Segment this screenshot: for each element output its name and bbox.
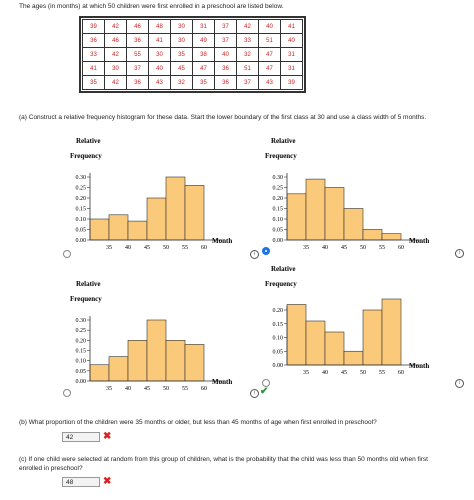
histogram-bar [90, 219, 109, 240]
ages-data-table [82, 19, 303, 90]
table-cell: 40 [259, 20, 281, 34]
table-cell: 39 [281, 76, 303, 90]
histogram-bar [363, 230, 382, 241]
y-tick-label: 0.15 [272, 321, 283, 328]
table-cell: 47 [259, 48, 281, 62]
table-row [83, 76, 303, 90]
histogram-bar [185, 185, 204, 240]
x-tick-label: 45 [341, 370, 347, 376]
x-tick-label: 45 [144, 386, 150, 392]
x-tick-label: 35 [303, 245, 309, 250]
table-row [83, 48, 303, 62]
table-cell: 42 [237, 20, 259, 34]
x-tick-label: 60 [398, 245, 404, 250]
y-tick-label: 0.05 [75, 368, 86, 375]
table-cell: 42 [105, 20, 127, 34]
incorrect-icon: ✖ [103, 476, 112, 487]
y-axis-label: Relative [76, 280, 101, 288]
table-cell: 41 [281, 20, 303, 34]
table-cell: 30 [149, 48, 171, 62]
histogram-option-4 [255, 265, 450, 385]
table-cell: 40 [149, 62, 171, 76]
x-tick-label: 45 [341, 245, 347, 250]
table-cell: 35 [193, 76, 215, 90]
table-cell: 40 [281, 34, 303, 48]
y-tick-label: 0.15 [272, 206, 283, 213]
table-cell: 43 [149, 76, 171, 90]
histogram-bar [166, 340, 185, 381]
table-cell: 35 [83, 76, 105, 90]
histogram-bar [363, 310, 382, 365]
intro-text: The ages (in months) at which 50 children were first enrolled in a preschool are listed below. [19, 3, 284, 10]
y-axis-label: Frequency [265, 152, 297, 160]
table-cell: 41 [83, 62, 105, 76]
table-cell: 46 [105, 34, 127, 48]
table-cell: 47 [193, 62, 215, 76]
x-tick-label: 55 [379, 245, 385, 250]
histogram-bar [344, 209, 363, 241]
y-tick-label: 0.25 [75, 185, 86, 192]
table-cell: 48 [149, 20, 171, 34]
histogram-bar [382, 234, 401, 240]
y-tick-label: 0.00 [75, 379, 86, 385]
y-tick-label: 0.25 [272, 185, 283, 192]
histogram-bar [306, 321, 325, 365]
histogram-bar [287, 194, 306, 240]
histogram-bar [166, 177, 185, 240]
x-tick-label: 60 [201, 386, 207, 392]
x-tick-label: 35 [303, 370, 309, 376]
table-cell: 31 [281, 62, 303, 76]
y-tick-label: 0.10 [75, 217, 86, 223]
table-cell: 31 [193, 20, 215, 34]
radio-option-1[interactable] [63, 250, 71, 258]
histogram-bar [344, 351, 363, 365]
table-cell: 51 [259, 34, 281, 48]
info-icon[interactable]: i [455, 379, 464, 388]
histogram-bar [382, 299, 401, 365]
x-axis-label: Month [409, 362, 430, 370]
radio-option-3[interactable] [63, 389, 71, 397]
x-axis-label: Month [409, 237, 430, 245]
y-axis-label: Frequency [265, 280, 297, 288]
table-cell: 37 [127, 62, 149, 76]
y-tick-label: 0.10 [272, 217, 283, 223]
table-cell: 36 [215, 62, 237, 76]
x-tick-label: 35 [106, 245, 112, 250]
table-cell: 36 [127, 34, 149, 48]
table-cell: 39 [83, 20, 105, 34]
x-tick-label: 40 [125, 386, 131, 392]
table-cell: 45 [171, 62, 193, 76]
table-row [83, 34, 303, 48]
y-tick-label: 0.00 [272, 238, 283, 244]
info-icon[interactable]: i [250, 389, 259, 398]
y-axis-label: Relative [76, 137, 101, 145]
histogram-bar [147, 198, 166, 240]
table-cell: 55 [127, 48, 149, 62]
x-tick-label: 35 [106, 386, 112, 392]
table-cell: 36 [215, 76, 237, 90]
x-tick-label: 60 [201, 245, 207, 250]
answer-b-input[interactable]: 42 [62, 432, 100, 442]
table-cell: 36 [83, 34, 105, 48]
histogram-option-2 [255, 135, 450, 250]
incorrect-icon: ✖ [103, 431, 112, 442]
table-cell: 30 [171, 34, 193, 48]
x-tick-label: 55 [182, 245, 188, 250]
y-tick-label: 0.00 [272, 363, 283, 369]
y-tick-label: 0.30 [272, 175, 283, 181]
question-c: (c) If one child were selected at random from this group of children, what is the probability that the child was less than 50 months old when first enrolled in preschool? [19, 456, 428, 472]
x-tick-label: 60 [398, 370, 404, 376]
checkmark-icon: ✔ [260, 386, 269, 397]
table-cell: 46 [127, 20, 149, 34]
x-tick-label: 45 [144, 245, 150, 250]
y-tick-label: 0.15 [75, 348, 86, 355]
histogram-bar [90, 365, 109, 381]
answer-c-input[interactable]: 48 [62, 477, 100, 487]
table-cell: 36 [127, 76, 149, 90]
histogram-bar [325, 332, 344, 365]
y-tick-label: 0.05 [272, 349, 283, 356]
table-cell: 30 [105, 62, 127, 76]
table-cell: 33 [237, 34, 259, 48]
y-axis-label: Relative [271, 265, 296, 273]
x-tick-label: 40 [322, 245, 328, 250]
histogram-option-3 [60, 275, 250, 395]
question-b: (b) What proportion of the children were 35 months or older, but less than 45 months of age when first enrolled in preschool? [19, 419, 377, 426]
table-row [83, 62, 303, 76]
table-cell: 32 [171, 76, 193, 90]
histogram-bar [109, 215, 128, 240]
table-cell: 30 [171, 20, 193, 34]
y-tick-label: 0.10 [75, 358, 86, 365]
x-axis-label: Month [212, 237, 233, 245]
histogram-bar [306, 179, 325, 240]
histogram-bar [325, 188, 344, 241]
x-tick-label: 55 [379, 370, 385, 376]
y-tick-label: 0.20 [272, 196, 283, 202]
histogram-bar [185, 344, 204, 381]
table-cell: 38 [193, 48, 215, 62]
x-tick-label: 50 [163, 245, 169, 250]
table-cell: 37 [237, 76, 259, 90]
y-tick-label: 0.20 [75, 196, 86, 202]
info-icon[interactable]: i [455, 249, 464, 258]
table-cell: 33 [83, 48, 105, 62]
question-a: (a) Construct a relative frequency histogram for these data. Start the lower boundary of the first class at 30 and use a class width of 5 months. [19, 114, 427, 121]
table-cell: 35 [171, 48, 193, 62]
y-tick-label: 0.00 [75, 238, 86, 244]
y-tick-label: 0.15 [75, 206, 86, 213]
x-axis-label: Month [212, 378, 233, 386]
y-tick-label: 0.20 [272, 308, 283, 314]
y-tick-label: 0.30 [75, 175, 86, 181]
table-cell: 51 [237, 62, 259, 76]
table-cell: 31 [281, 48, 303, 62]
x-tick-label: 50 [360, 370, 366, 376]
table-cell: 49 [193, 34, 215, 48]
y-axis-label: Frequency [70, 152, 102, 160]
histogram-bar [109, 357, 128, 381]
table-row [83, 20, 303, 34]
y-axis-label: Relative [271, 137, 296, 145]
histogram-bar [287, 305, 306, 366]
table-cell: 32 [237, 48, 259, 62]
table-cell: 37 [215, 20, 237, 34]
y-tick-label: 0.05 [272, 227, 283, 234]
table-cell: 42 [105, 76, 127, 90]
table-cell: 42 [105, 48, 127, 62]
y-tick-label: 0.25 [75, 328, 86, 335]
y-tick-label: 0.05 [75, 227, 86, 234]
x-tick-label: 50 [163, 386, 169, 392]
table-cell: 37 [215, 34, 237, 48]
info-icon[interactable]: i [250, 250, 259, 259]
x-tick-label: 40 [322, 370, 328, 376]
y-tick-label: 0.30 [75, 318, 86, 324]
radio-option-2[interactable] [262, 247, 270, 255]
table-cell: 43 [259, 76, 281, 90]
x-tick-label: 55 [182, 386, 188, 392]
histogram-bar [128, 340, 147, 381]
table-cell: 40 [215, 48, 237, 62]
histogram-bar [147, 320, 166, 381]
x-tick-label: 50 [360, 245, 366, 250]
y-tick-label: 0.20 [75, 338, 86, 345]
histogram-bar [128, 221, 147, 240]
y-axis-label: Frequency [70, 295, 102, 303]
table-cell: 47 [259, 62, 281, 76]
x-tick-label: 40 [125, 245, 131, 250]
y-tick-label: 0.10 [272, 335, 283, 342]
histogram-option-1 [60, 135, 250, 250]
table-cell: 41 [149, 34, 171, 48]
